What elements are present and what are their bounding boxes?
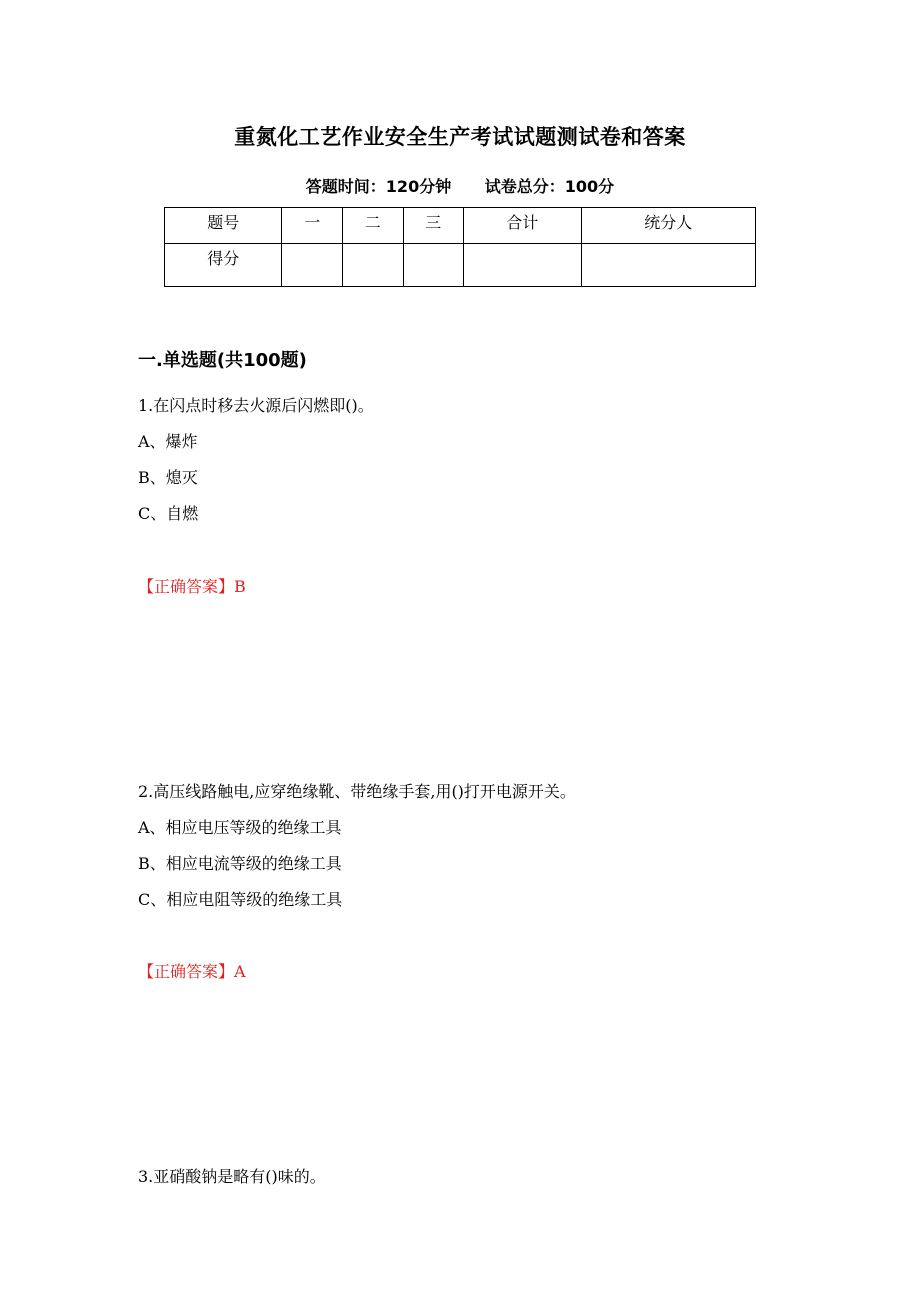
- score-table-header-cell: 统分人: [581, 208, 755, 244]
- question-option: C、自燃: [138, 504, 199, 523]
- question-option: B、相应电流等级的绝缘工具: [138, 854, 342, 873]
- score-cell: [282, 244, 343, 287]
- exam-meta: [0, 174, 920, 197]
- score-table-header-cell: 一: [282, 208, 343, 244]
- question-stem: 2.高压线路触电,应穿绝缘靴、带绝缘手套,用()打开电源开关。: [138, 782, 576, 801]
- score-cell: [343, 244, 404, 287]
- correct-answer: 【正确答案】A: [138, 962, 246, 981]
- score-cell: [464, 244, 581, 287]
- question-option: C、相应电阻等级的绝缘工具: [138, 890, 343, 909]
- score-table-row-label: 得分: [165, 244, 282, 287]
- score-table-header-row: [165, 208, 756, 244]
- section-title: 一.单选题(共100题): [138, 350, 307, 371]
- score-cell: [581, 244, 755, 287]
- question-option: A、爆炸: [138, 432, 198, 451]
- question-stem: 3.亚硝酸钠是略有()味的。: [138, 1167, 326, 1186]
- score-table-header-cell: 合计: [464, 208, 581, 244]
- correct-answer: 【正确答案】B: [138, 577, 246, 596]
- document-title: 重氮化工艺作业安全生产考试试题测试卷和答案: [234, 125, 686, 149]
- score-cell: [403, 244, 464, 287]
- question-stem: 1.在闪点时移去火源后闪燃即()。: [138, 396, 374, 415]
- score-table-score-row: [165, 244, 756, 287]
- score-table-header-cell: 三: [403, 208, 464, 244]
- exam-time: 答题时间：120分钟: [305, 177, 452, 196]
- exam-total-score: 试卷总分：100分: [484, 177, 615, 196]
- score-table-header-cell: 二: [343, 208, 404, 244]
- score-table-header-cell: 题号: [165, 208, 282, 244]
- question-option: B、熄灭: [138, 468, 198, 487]
- score-table: [164, 207, 756, 287]
- question-option: A、相应电压等级的绝缘工具: [138, 818, 342, 837]
